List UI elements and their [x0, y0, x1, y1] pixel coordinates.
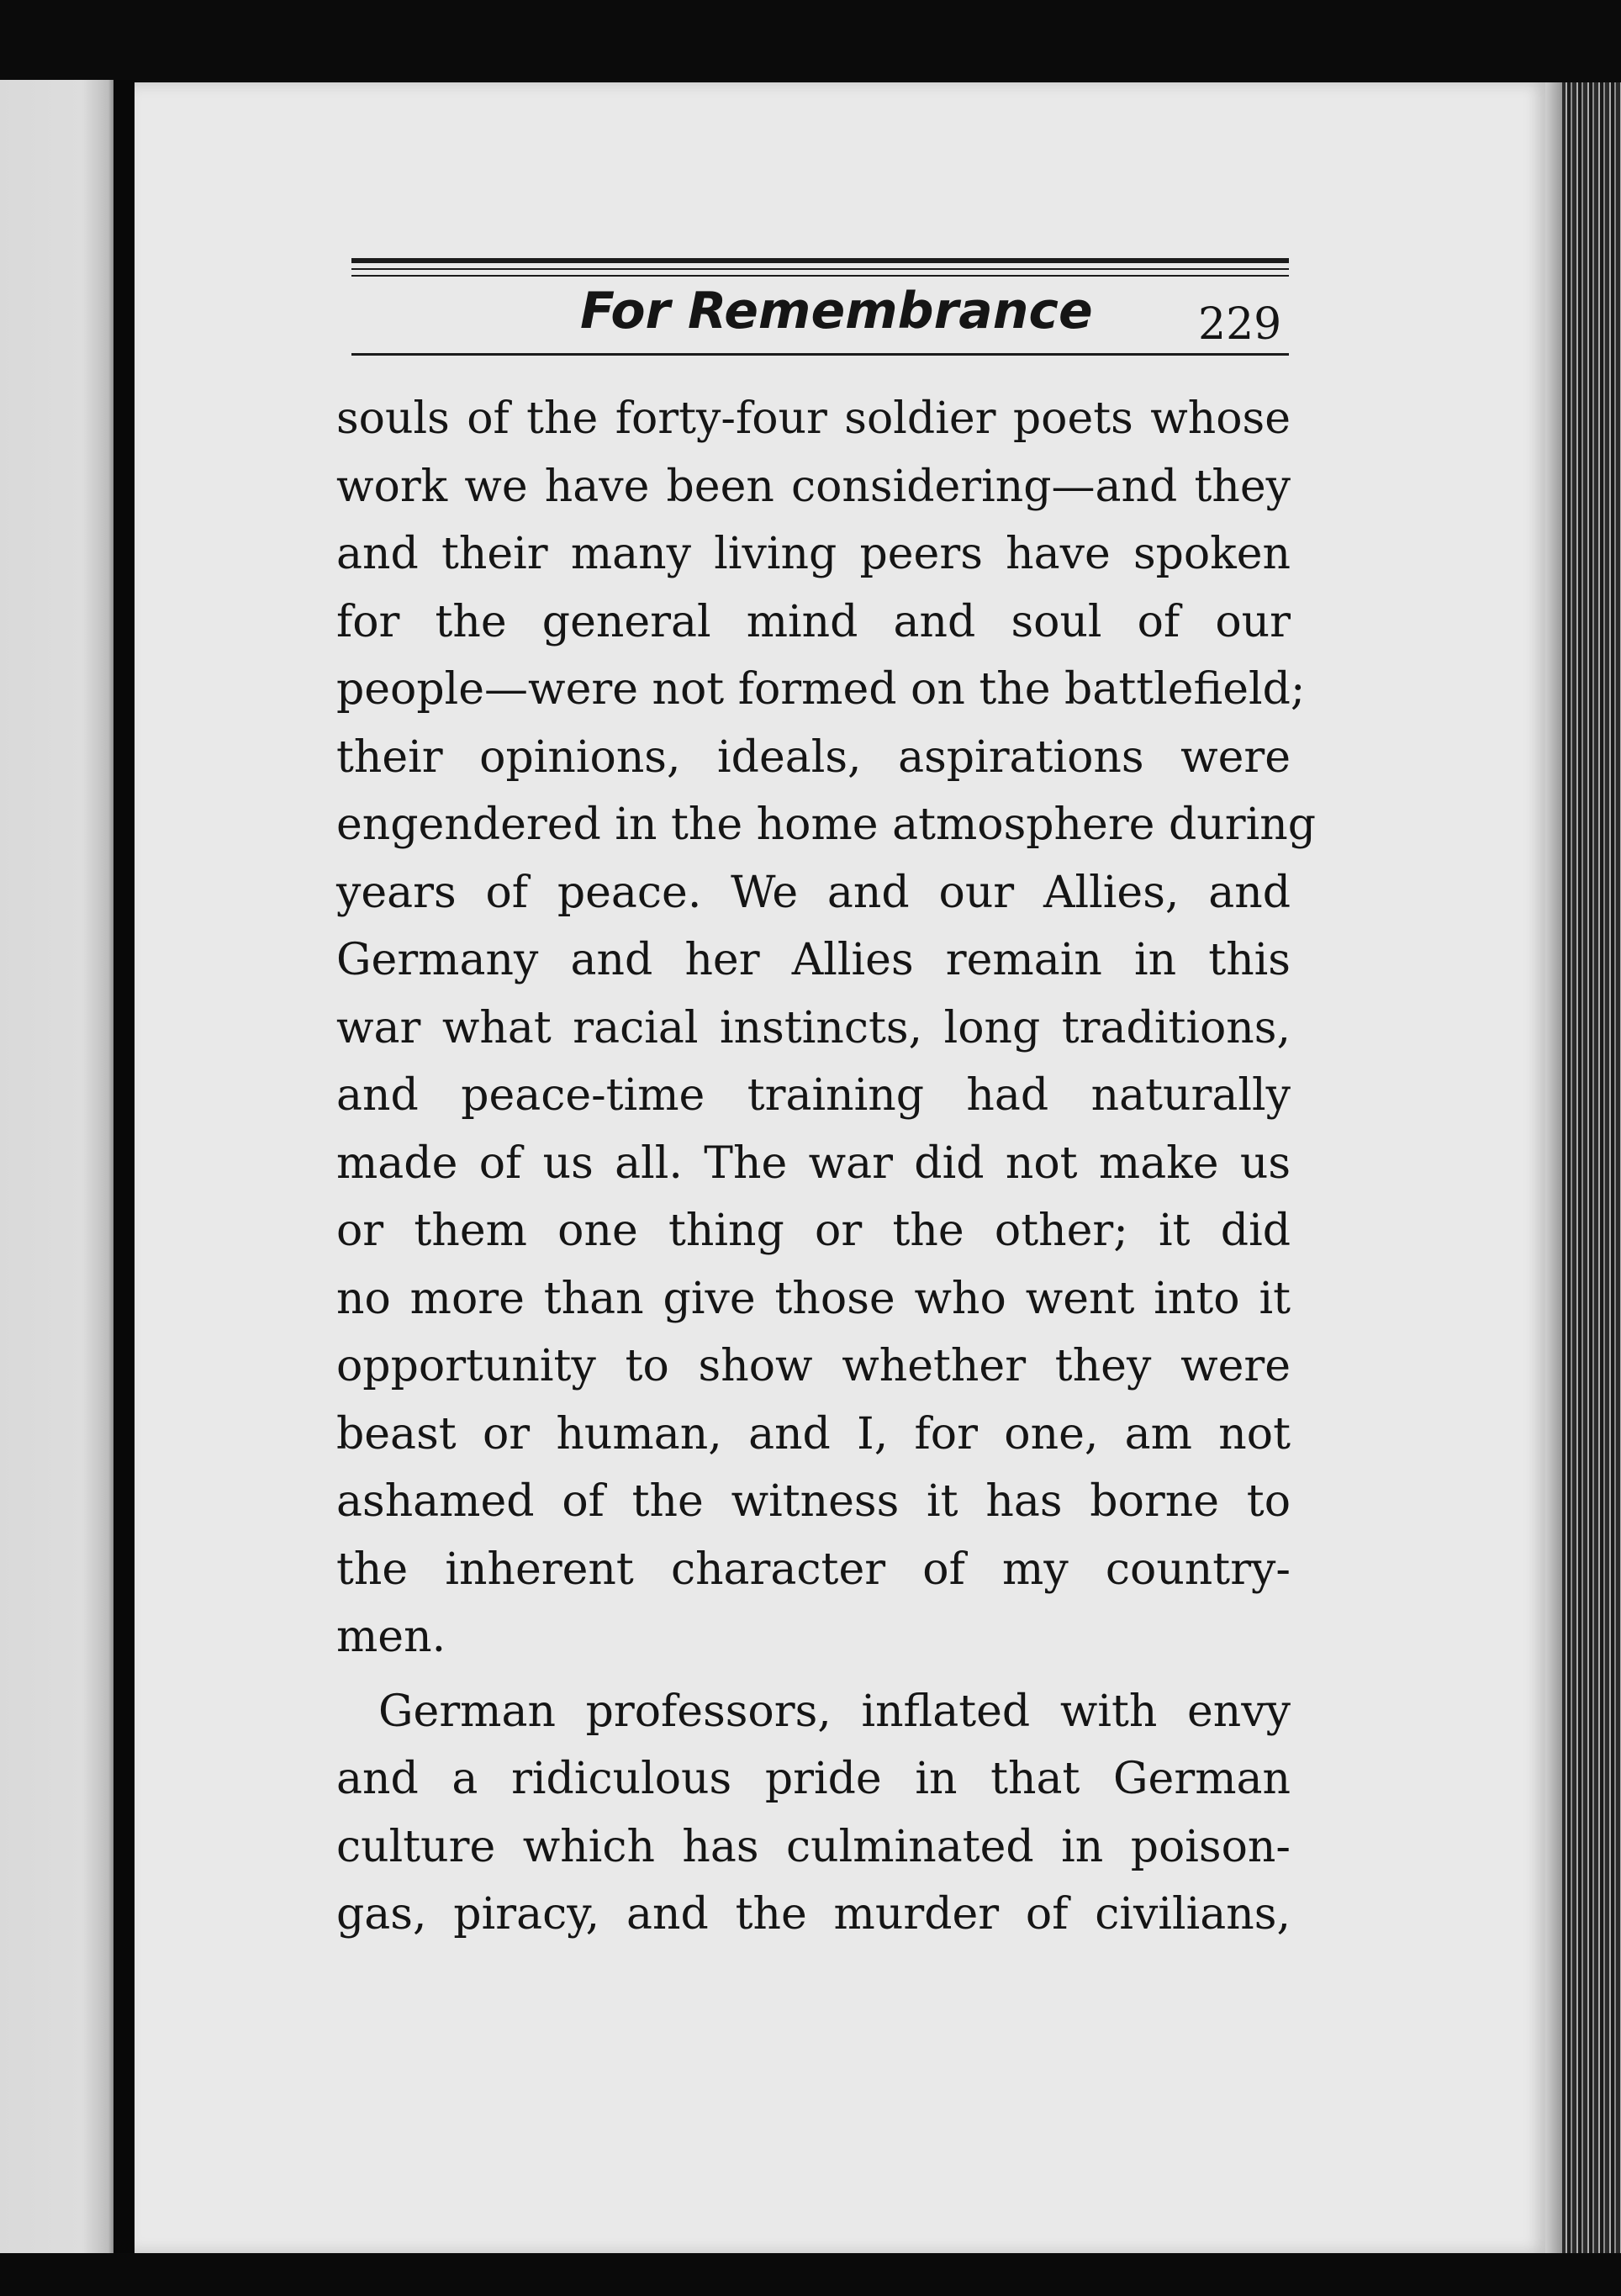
- text-line: beast or human, and I, for one, am not: [336, 1408, 1291, 1459]
- facing-page-edge: [0, 80, 118, 2257]
- page-edge-highlight: [1545, 82, 1562, 2268]
- header-rule-thick: [351, 258, 1289, 263]
- text-line: engendered in the home atmosphere during: [336, 800, 1317, 850]
- text-line: and their many living peers have spoken: [336, 529, 1291, 579]
- text-line: for the general mind and soul of our: [336, 596, 1291, 647]
- book-gutter: [114, 80, 137, 2266]
- text-line: no more than give those who went into it: [336, 1273, 1291, 1324]
- body-text: [336, 385, 1317, 1949]
- scan-bottom-border: [0, 2253, 1621, 2296]
- text-line: war what racial instincts, long traditions,: [336, 1002, 1291, 1053]
- text-line: and a ridiculous pride in that German: [336, 1754, 1291, 1804]
- text-line: opportunity to show whether they were: [336, 1341, 1291, 1391]
- text-line: ashamed of the witness it has borne to: [336, 1476, 1291, 1527]
- text-line: gas, piracy, and the murder of civilians,: [336, 1889, 1291, 1940]
- text-line: made of us all. The war did not make us: [336, 1137, 1291, 1189]
- text-line: the inherent character of my country-: [336, 1544, 1291, 1595]
- text-line: men.: [336, 1612, 446, 1662]
- page-number: 229: [1198, 299, 1282, 350]
- text-line: Germany and her Allies remain in this: [336, 935, 1291, 985]
- text-line: people—were not formed on the battlefield;: [336, 664, 1306, 715]
- header-rule-bottom: [351, 353, 1289, 356]
- text-line: souls of the forty-four soldier poets whose: [336, 393, 1291, 444]
- text-line: years of peace. We and our Allies, and: [336, 867, 1291, 918]
- text-line: their opinions, ideals, aspirations were: [336, 731, 1291, 783]
- text-line: or them one thing or the other; it did: [336, 1206, 1291, 1256]
- text-line: work we have been considering—and they: [336, 461, 1291, 512]
- paragraph-gap: [336, 1671, 1291, 1678]
- header-rule-thin: [351, 268, 1289, 270]
- header-rule-thin-second: [351, 275, 1289, 277]
- text-line: German professors, inflated with envy: [378, 1686, 1291, 1737]
- running-title: For Remembrance: [580, 282, 1093, 340]
- text-line: and peace-time training had naturally: [336, 1070, 1291, 1121]
- scan-top-border: [0, 0, 1621, 88]
- text-line: culture which has culminated in poison-: [336, 1821, 1291, 1872]
